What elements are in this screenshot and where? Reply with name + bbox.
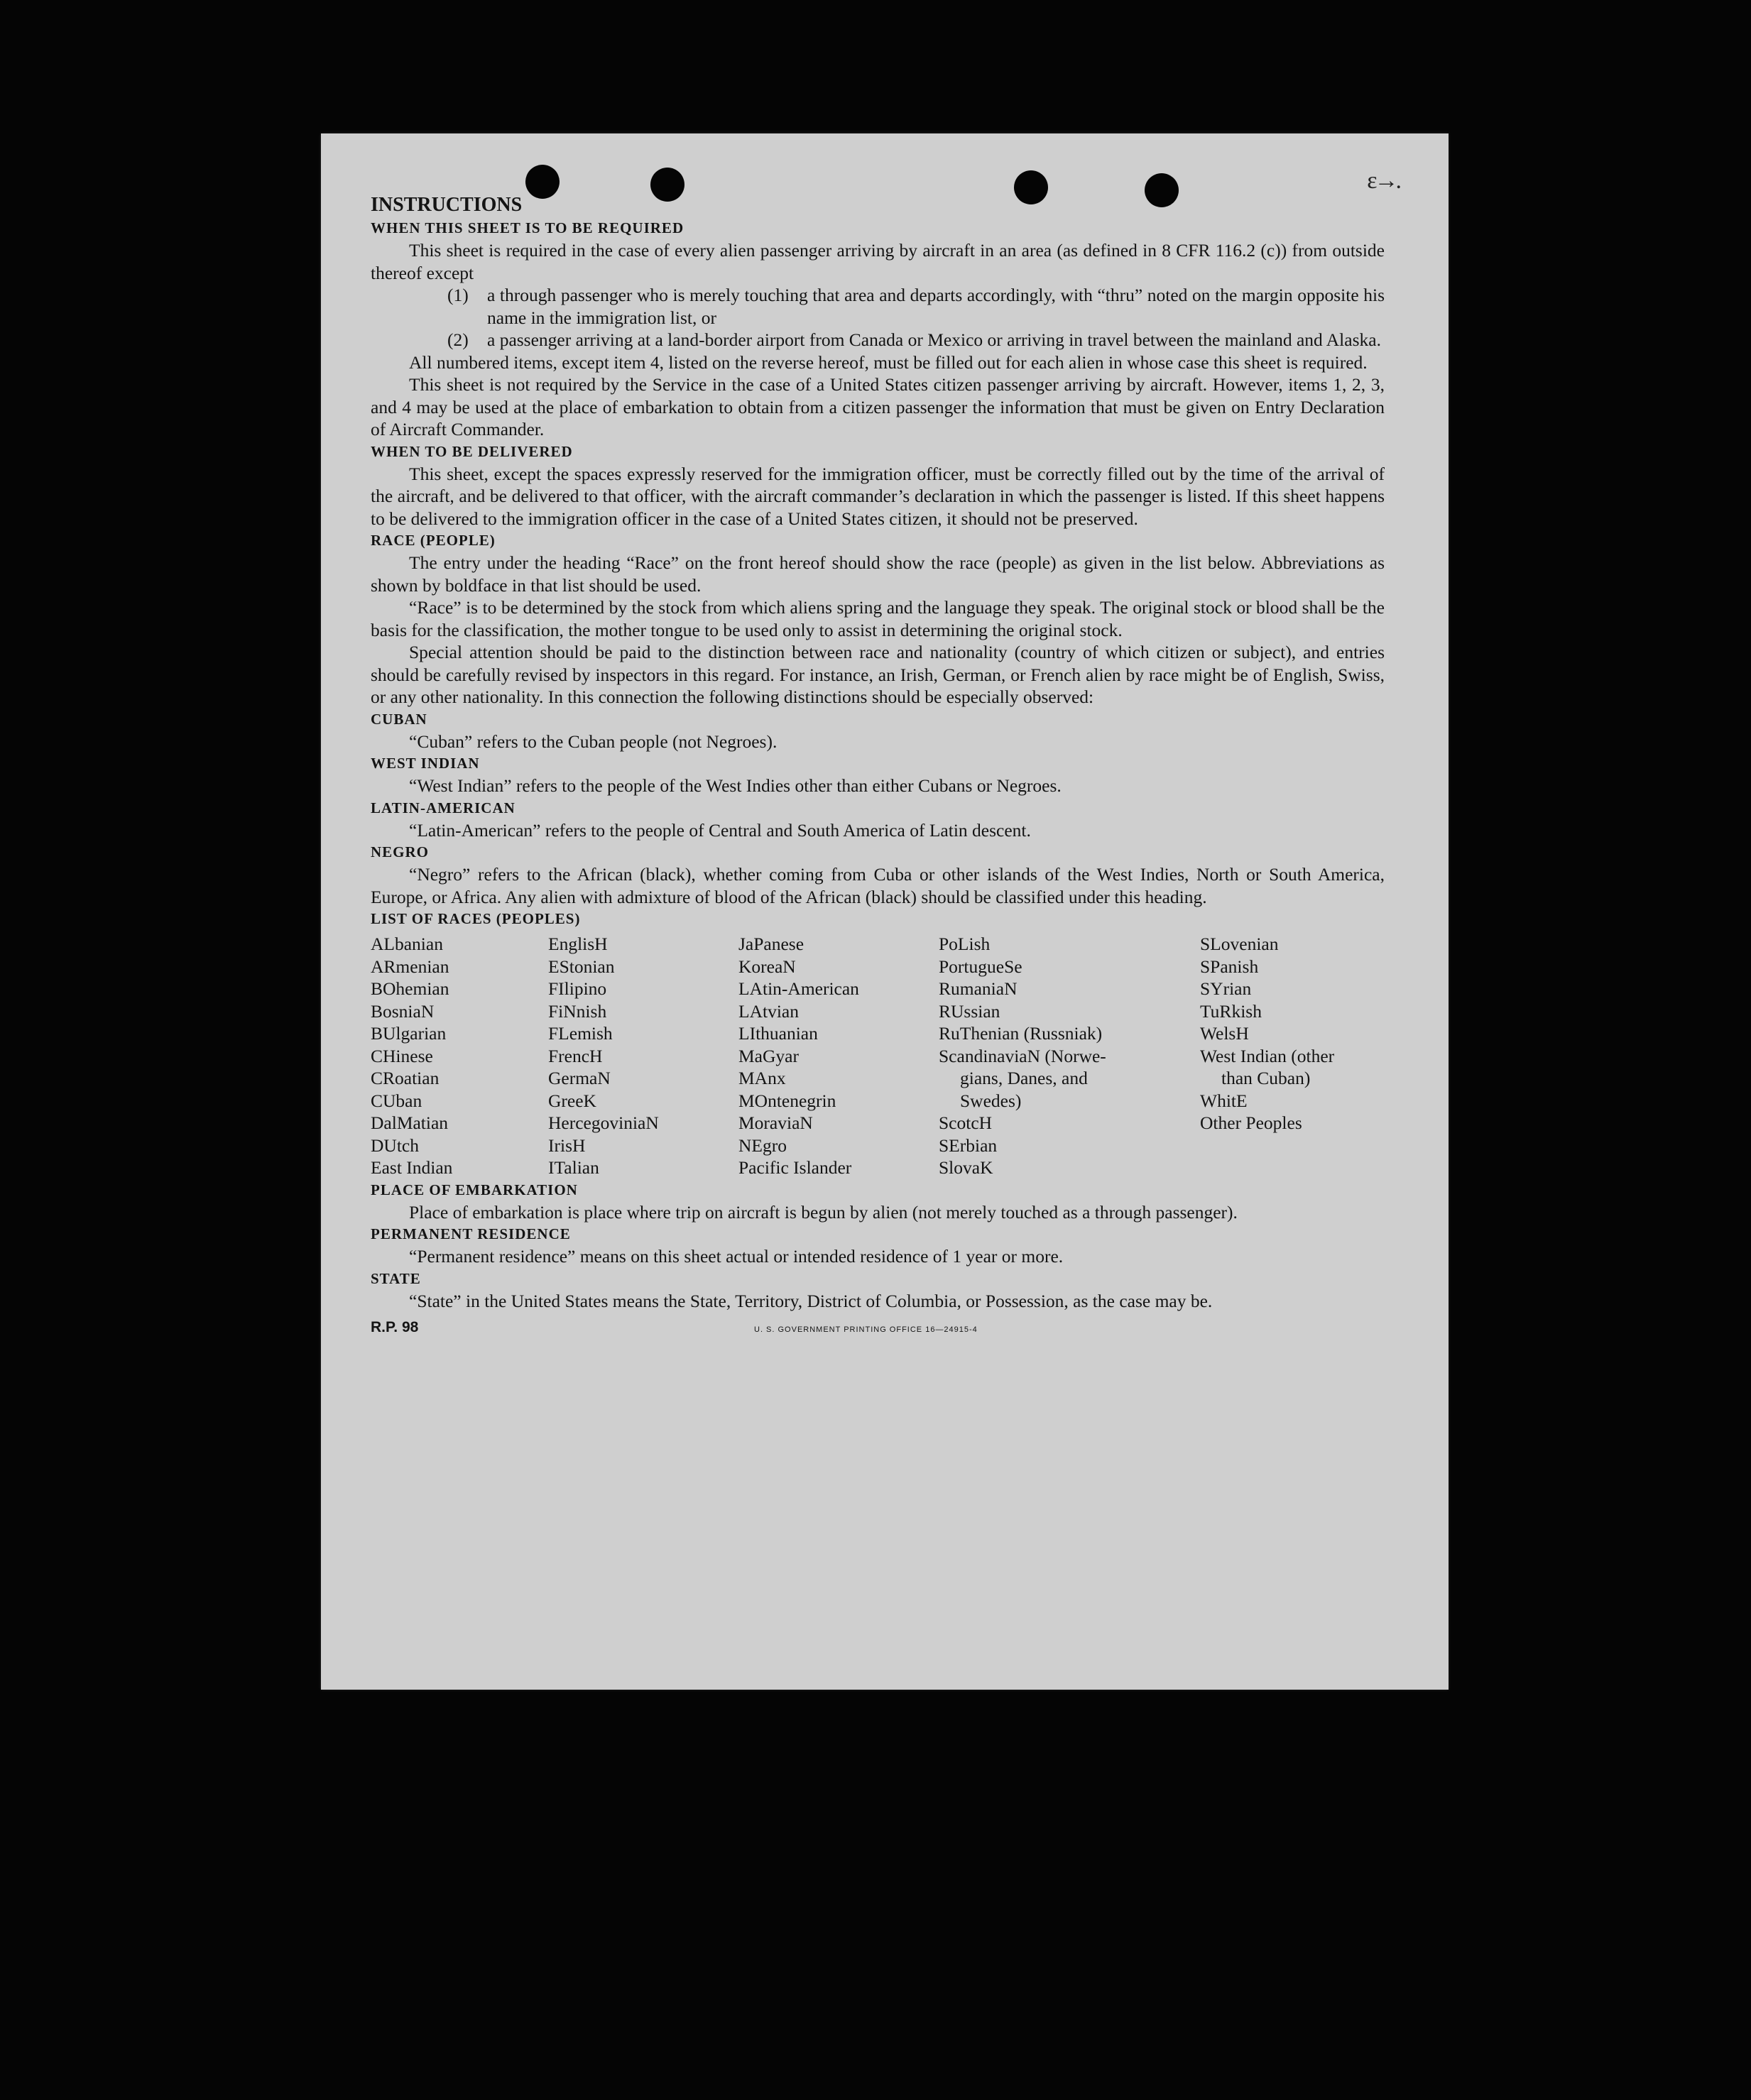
exception-number: (2) (447, 329, 469, 350)
race-entry: ScandinaviaN (Norwe- (939, 1045, 1106, 1066)
exception-item (447, 329, 1385, 351)
race-entry: WhitE (1200, 1090, 1248, 1111)
paragraph-cuban: “Cuban” refers to the Cuban people (not Negroes). (409, 731, 778, 752)
race-entry: HercegoviniaN (548, 1112, 659, 1133)
race-entry: Pacific Islander (738, 1157, 852, 1178)
paragraph-delivered: This sheet, except the spaces expressly reserved for the immigration officer, must be correctly filled out by the time of the arrival of the aircraft, and be delivered to that officer, with the aircraft commander’s declaration in which the passenger is listed. If this sheet happens to be delivered to the immigration officer in the case of a United States citizen, it should not be preserved. (371, 463, 1385, 529)
printer-imprint: U. S. GOVERNMENT PRINTING OFFICE 16—24915-4 (754, 1325, 978, 1334)
race-entry: PortugueSe (939, 956, 1022, 977)
heading-place-of-embarkation: PLACE OF EMBARKATION (371, 1181, 578, 1198)
race-entry: CHinese (371, 1045, 433, 1066)
races-column-2 (548, 933, 738, 1179)
race-entry: BOhemian (371, 978, 449, 999)
race-entry: FIlipino (548, 978, 607, 999)
race-entry-continuation: than Cuban) (1221, 1068, 1311, 1088)
heading-latin-american: LATIN-AMERICAN (371, 799, 516, 816)
heading-cuban: CUBAN (371, 710, 427, 728)
race-entry: SLovenian (1200, 934, 1279, 954)
race-entry: Other Peoples (1200, 1112, 1302, 1133)
race-entry: ARmenian (371, 956, 449, 977)
race-entry: SlovaK (939, 1157, 993, 1178)
race-entry: GreeK (548, 1090, 596, 1111)
race-entry: CUban (371, 1090, 422, 1111)
paragraph-required: This sheet is required in the case of every alien passenger arriving by aircraft in an area (as defined in 8 CFR 116.2 (c)) from outside thereof except (371, 240, 1385, 283)
race-entry: BUlgarian (371, 1023, 447, 1044)
race-entry: LAtvian (738, 1000, 799, 1022)
races-column-5 (1200, 933, 1385, 1179)
form-number: R.P. 98 (371, 1319, 419, 1335)
margin-mark: ɛ→. (1367, 168, 1399, 194)
heading-negro: NEGRO (371, 843, 430, 860)
race-entry: BosniaN (371, 1000, 435, 1022)
exception-text: a through passenger who is merely touching that area and departs accordingly, with “thru” noted on the margin opposite his name in the immigration list, or (487, 285, 1385, 328)
heading-state: STATE (371, 1269, 421, 1287)
heading-west-indian: WEST INDIAN (371, 755, 480, 772)
race-entry: GermaN (548, 1068, 611, 1088)
race-entry: MOntenegrin (738, 1090, 836, 1111)
race-entry: EnglisH (548, 934, 608, 954)
races-column-4 (939, 933, 1200, 1179)
race-entry: EStonian (548, 956, 615, 977)
race-entry-continuation: gians, Danes, and (960, 1068, 1088, 1088)
race-entry: LIthuanian (738, 1023, 818, 1044)
race-entry: RuThenian (Russniak) (939, 1023, 1103, 1044)
race-entry: RumaniaN (939, 978, 1018, 999)
race-entry: ALbanian (371, 934, 443, 954)
race-entry: JaPanese (738, 934, 804, 954)
race-entry: FrencH (548, 1045, 603, 1066)
paragraph-race-3: Special attention should be paid to the distinction between race and nationality (country of which citizen or subject), and entries should be carefully revised by inspectors in this regard. For instance, an Irish, German, or French alien by race might be of English, Swiss, or any other nationality. In this connection the following distinctions should be especially observed: (371, 642, 1385, 707)
paragraph-state: “State” in the United States means the State, Territory, District of Columbia, or Possession, as the case may be. (409, 1290, 1213, 1311)
races-list (371, 933, 1385, 1179)
race-entry: East Indian (371, 1157, 453, 1178)
exception-number: (1) (447, 285, 469, 305)
exception-item (447, 284, 1385, 329)
race-entry: RUssian (939, 1000, 1000, 1022)
race-entry: KoreaN (738, 956, 796, 977)
paragraph-negro: “Negro” refers to the African (black), whether coming from Cuba or other islands of the West Indies, North or South America, Europe, or Africa. Any alien with admixture of blood of the African (black) should be classified under this heading. (371, 864, 1385, 907)
instructions-content (371, 193, 1385, 1345)
paragraph-citizen: This sheet is not required by the Service in the case of a United States citizen passenger arriving by aircraft. However, items 1, 2, 3, and 4 may be used at the place of embarkation to obtain from a citizen passenger the information that must be given on Entry Declaration of Aircraft Commander. (371, 374, 1385, 439)
race-entry: PoLish (939, 934, 991, 954)
race-entry: ITalian (548, 1157, 599, 1178)
race-entry: West Indian (other (1200, 1045, 1335, 1066)
document-sheet (321, 133, 1449, 1690)
heading-list-of-races: LIST OF RACES (PEOPLES) (371, 910, 581, 927)
paragraph-numbered-items: All numbered items, except item 4, listed on the reverse hereof, must be filled out for each alien in whose case this sheet is required. (409, 351, 1368, 373)
page-title: INSTRUCTIONS (371, 194, 523, 216)
page-footer (371, 1316, 1385, 1345)
race-entry: CRoatian (371, 1068, 440, 1088)
paragraph-embarkation: Place of embarkation is place where trip on aircraft is begun by alien (not merely touched as a through passenger). (409, 1201, 1238, 1223)
race-entry: ScotcH (939, 1112, 993, 1133)
exception-text: a passenger arriving at a land-border airport from Canada or Mexico or arriving in travel between the mainland and Alaska. (487, 329, 1381, 350)
race-entry: MAnx (738, 1068, 786, 1088)
heading-required: WHEN THIS SHEET IS TO BE REQUIRED (371, 219, 684, 236)
heading-permanent-residence: PERMANENT RESIDENCE (371, 1225, 571, 1242)
races-column-1 (371, 933, 548, 1179)
race-entry-continuation: Swedes) (960, 1090, 1022, 1111)
race-entry: MaGyar (738, 1045, 799, 1066)
paragraph-residence: “Permanent residence” means on this sheet actual or intended residence of 1 year or more. (409, 1246, 1064, 1267)
heading-delivered: WHEN TO BE DELIVERED (371, 442, 573, 460)
race-entry: FiNnish (548, 1000, 607, 1022)
paragraph-west-indian: “West Indian” refers to the people of the West Indies other than either Cubans or Negroes. (409, 775, 1062, 796)
race-entry: IrisH (548, 1134, 586, 1156)
race-entry: SErbian (939, 1134, 998, 1156)
race-entry: SPanish (1200, 956, 1259, 977)
paragraph-race-1: The entry under the heading “Race” on the front hereof should show the race (people) as given in the list below. Abbreviations as shown by boldface in that list should be used. (371, 552, 1385, 596)
race-entry: DalMatian (371, 1112, 449, 1133)
race-entry: DUtch (371, 1134, 419, 1156)
paragraph-race-2: “Race” is to be determined by the stock from which aliens spring and the language they speak. The original stock or blood shall be the basis for the classification, the mother tongue to be used only to assist in determining the original stock. (371, 597, 1385, 640)
race-entry: SYrian (1200, 978, 1252, 999)
race-entry: LAtin-American (738, 978, 859, 999)
race-entry: TuRkish (1200, 1000, 1262, 1022)
race-entry: NEgro (738, 1134, 787, 1156)
races-column-3 (738, 933, 939, 1179)
heading-race: RACE (PEOPLE) (371, 532, 496, 549)
race-entry: WelsH (1200, 1023, 1249, 1044)
race-entry: FLemish (548, 1023, 613, 1044)
race-entry: MoraviaN (738, 1112, 813, 1133)
paragraph-latin-american: “Latin-American” refers to the people of Central and South America of Latin descent. (409, 819, 1031, 841)
